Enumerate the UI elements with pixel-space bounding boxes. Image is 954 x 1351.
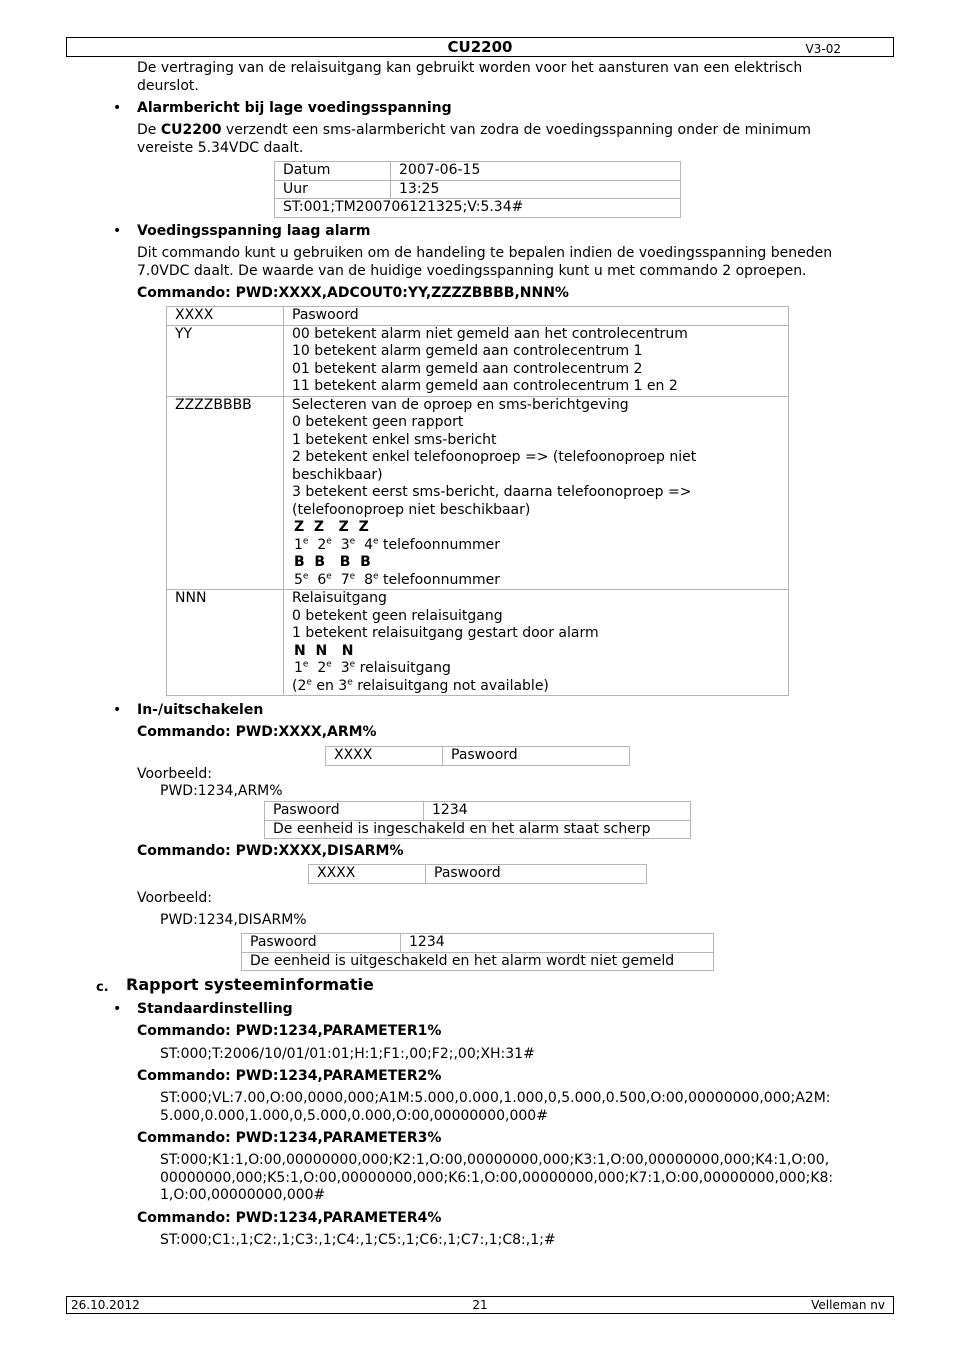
- intro-paragraph: De vertraging van de relaisuitgang kan gebruikt worden voor het aansturen van een elektrisch deurslot.: [137, 60, 803, 94]
- table-row: XXXX Paswoord: [309, 865, 647, 884]
- footer-company: Velleman nv: [811, 1298, 885, 1312]
- alarm-low-paragraph: De CU2200 verzendt een sms-alarmbericht van zodra de voedingsspanning onder de minimum vereiste 5.34VDC daalt.: [137, 122, 812, 156]
- table-row: XXXX Paswoord: [167, 307, 789, 326]
- bullet: •: [113, 223, 122, 239]
- table-row: Paswoord 1234: [265, 802, 691, 821]
- bullet: •: [113, 1001, 122, 1017]
- example-label: Voorbeeld:: [137, 766, 212, 782]
- footer-date: 26.10.2012: [71, 1298, 140, 1312]
- table-row: Paswoord 1234: [242, 934, 714, 953]
- arm-example: PWD:1234,ARM%: [160, 783, 283, 799]
- page-header: [66, 37, 894, 57]
- document-title: CU2200: [447, 38, 513, 56]
- arm-command: Commando: PWD:XXXX,ARM%: [137, 724, 377, 740]
- disarm-command: Commando: PWD:XXXX,DISARM%: [137, 843, 404, 859]
- section-letter: c.: [96, 980, 109, 995]
- document-version: V3-02: [805, 42, 841, 56]
- parameter4-command: Commando: PWD:1234,PARAMETER4%: [137, 1210, 442, 1226]
- arm-table: [325, 746, 630, 766]
- table-row: NNN Relaisuitgang 0 betekent geen relaisuitgang 1 betekent relaisuitgang gestart door alarm N N N 1e 2e 3e relaisuitgang (2e en 3e relaisuitgang not available): [167, 590, 789, 696]
- adcout-parameter-table: [166, 306, 789, 696]
- parameter2-response: ST:000;VL:7.00,O:00,0000,000;A1M:5.000,0.000,1.000,0,5.000,0.500,O:00,00000000,000;A2M: 5.000,0.000,1.000,0,5.000,0.000,O:00,00000000,000#: [160, 1090, 831, 1124]
- parameter4-response: ST:000;C1:,1;C2:,1;C3:,1;C4:,1;C5:,1;C6:,1;C7:,1;C8:,1;#: [160, 1232, 556, 1248]
- bullet: •: [113, 702, 122, 718]
- supply-low-paragraph: Dit commando kunt u gebruiken om de handeling te bepalen indien de voedingsspanning beneden 7.0VDC daalt. De waarde van de huidige voedingsspanning kunt u met commando 2 oproepen.: [137, 245, 833, 279]
- table-row: XXXX Paswoord: [326, 747, 630, 766]
- alarm-low-table: [274, 161, 681, 218]
- table-row: De eenheid is ingeschakeld en het alarm staat scherp: [265, 820, 691, 839]
- parameter3-response: ST:000;K1:1,O:00,00000000,000;K2:1,O:00,00000000,000;K3:1,O:00,00000000,000;K4:1,O:00, 00000000,000;K5:1,O:00,00000000,000;K6:1,O:00,00000000,000;K7:1,O:00,00000000,000;K8: 1,O:00,00000000,000#: [160, 1152, 834, 1203]
- supply-low-command: Commando: PWD:XXXX,ADCOUT0:YY,ZZZZBBBB,NNN%: [137, 285, 569, 301]
- disarm-table: [308, 864, 647, 884]
- bullet: •: [113, 100, 122, 116]
- alarm-low-heading: Alarmbericht bij lage voedingsspanning: [137, 100, 452, 116]
- parameter3-command: Commando: PWD:1234,PARAMETER3%: [137, 1130, 442, 1146]
- standard-heading: Standaardinstelling: [137, 1001, 293, 1017]
- arm-heading: In-/uitschakelen: [137, 702, 264, 718]
- page-number: 21: [472, 1298, 488, 1312]
- table-row: Datum 2007-06-15: [275, 162, 681, 181]
- section-title: Rapport systeeminformatie: [126, 975, 374, 994]
- table-row: Uur 13:25: [275, 180, 681, 199]
- table-row: YY 00 betekent alarm niet gemeld aan het controlecentrum 10 betekent alarm gemeld aan controlecentrum 1 01 betekent alarm gemeld aan controlecentrum 2 11 betekent alarm gemeld aan controlecentrum 1 en 2: [167, 325, 789, 396]
- parameter1-response: ST:000;T:2006/10/01/01:01;H:1;F1:,00;F2;,00;XH:31#: [160, 1046, 535, 1062]
- table-row: ST:001;TM200706121325;V:5.34#: [275, 199, 681, 218]
- disarm-example: PWD:1234,DISARM%: [160, 912, 307, 928]
- table-row: ZZZZBBBB Selecteren van de oproep en sms-berichtgeving 0 betekent geen rapport 1 betekent enkel sms-bericht 2 betekent enkel telefoonoproep => (telefoonoproep niet beschikbaar) 3 betekent eerst sms-bericht, daarna telefoonoproep => (telefoonoproep niet beschikbaar) Z Z Z Z 1e 2e 3e 4e telefoonnummer B B B B 5e 6e 7e 8e telefoonnummer: [167, 396, 789, 590]
- arm-result-table: [264, 801, 691, 839]
- disarm-result-table: [241, 933, 714, 971]
- parameter2-command: Commando: PWD:1234,PARAMETER2%: [137, 1068, 442, 1084]
- supply-low-heading: Voedingsspanning laag alarm: [137, 223, 371, 239]
- table-row: De eenheid is uitgeschakeld en het alarm wordt niet gemeld: [242, 952, 714, 971]
- parameter1-command: Commando: PWD:1234,PARAMETER1%: [137, 1023, 442, 1039]
- page-footer: [66, 1296, 894, 1314]
- example-label: Voorbeeld:: [137, 890, 212, 906]
